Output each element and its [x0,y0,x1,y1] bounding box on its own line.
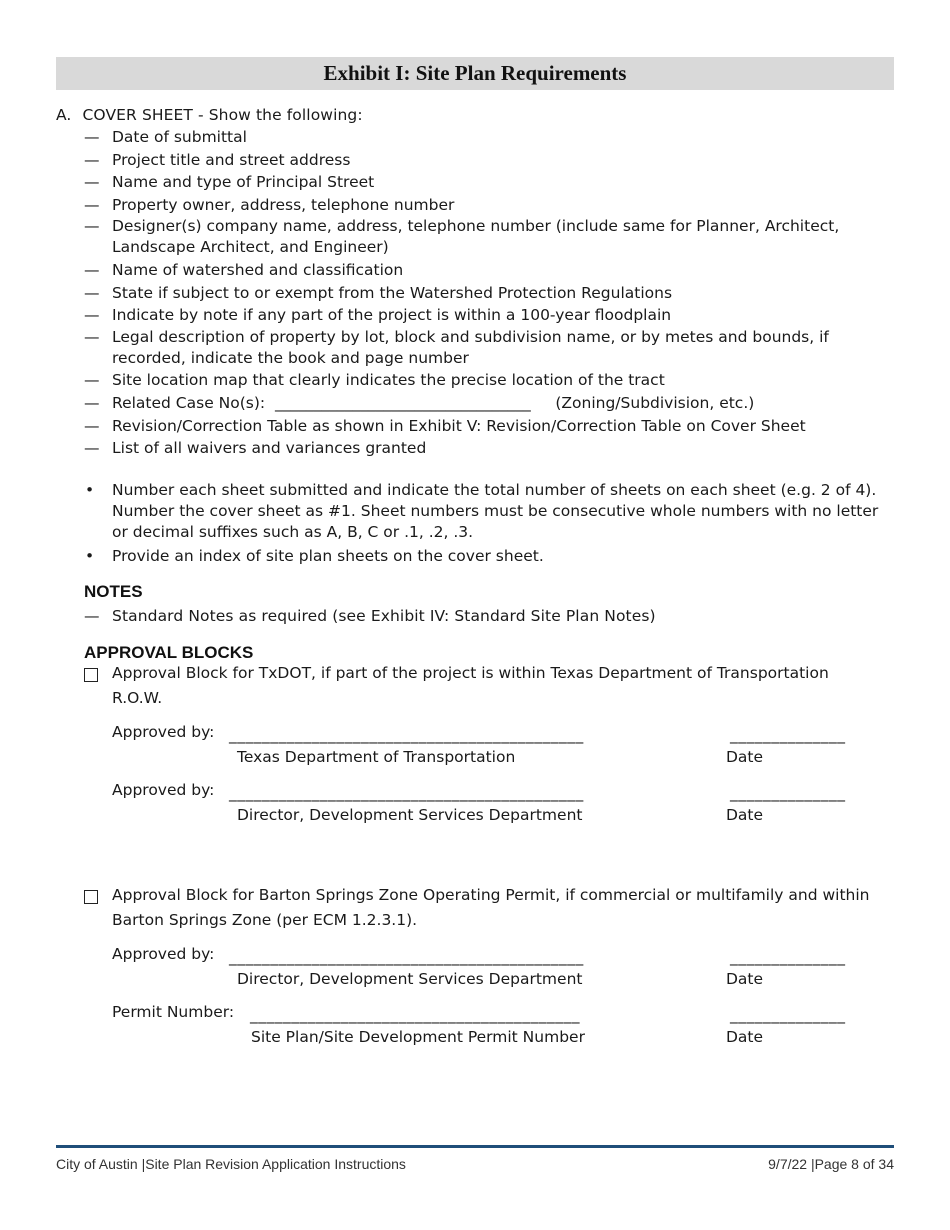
notes-item [84,605,894,627]
date-line[interactable]: ______________ [730,726,846,744]
date-caption: Date [726,748,764,766]
permit-number-caption: Site Plan/Site Development Permit Number [251,1028,585,1046]
list-item [84,194,894,216]
list-item-text: State if subject to or exempt from the Watershed Protection Regulations [112,283,673,302]
approval-heading: APPROVAL BLOCKS [84,643,254,662]
bullet-text: Provide an index of site plan sheets on the cover sheet. [112,547,544,565]
signature-caption: Director, Development Services Department [237,970,583,988]
dash-marker: — [84,327,100,346]
list-item [84,437,894,459]
list-item-text: Designer(s) company name, address, telephone number (include same for Planner, Architect, Landscape Architect, and Engineer) [112,217,840,257]
approved-by-label: Approved by: [112,781,215,799]
approved-by-label: Approved by: [112,945,215,963]
footer-page-number: 9/7/22 |Page 8 of 34 [768,1156,894,1172]
sheet-bullet-list [84,480,892,570]
dash-marker: — [84,306,100,325]
list-item-text: List of all waivers and variances granted [112,439,427,458]
dash-marker: — [84,173,100,192]
bullet-marker: • [85,547,95,565]
list-item [84,369,894,391]
date-line[interactable]: ______________ [730,948,846,966]
dash-marker: — [84,217,100,236]
dash-marker: — [84,371,100,390]
dash-marker: — [84,260,100,279]
section-a-label: A. [56,106,72,124]
footer-rule [56,1145,894,1148]
list-item [84,415,894,437]
dash-marker: — [84,416,100,435]
list-item-text: Project title and street address [112,150,351,169]
signature-line[interactable]: ___________________________________________ [229,948,584,966]
signature-caption: Director, Development Services Department [237,806,583,824]
signature-line[interactable]: ___________________________________________ [229,784,584,802]
list-item [84,282,894,304]
list-item [84,392,894,414]
section-a-title: COVER SHEET - Show the following: [82,106,363,124]
date-caption: Date [726,970,764,988]
list-item-text: Date of submittal [112,128,247,146]
cover-sheet-list [84,126,894,460]
page-title: Exhibit I: Site Plan Requirements [323,61,627,85]
notes-item-text: Standard Notes as required (see Exhibit IV: Standard Site Plan Notes) [112,607,656,625]
permit-number-line[interactable]: ________________________________________ [250,1006,580,1024]
list-item-text: Revision/Correction Table as shown in Exhibit V: Revision/Correction Table on Cover Sheet [112,416,806,435]
list-item-text: Name and type of Principal Street [112,173,375,192]
bullet-item [84,480,892,543]
date-caption: Date [726,1028,764,1046]
footer-left: City of Austin |Site Plan Revision Application Instructions [56,1156,406,1172]
list-item [84,304,894,326]
list-item [84,327,894,369]
dash-marker: — [84,128,100,146]
barton-springs-checkbox[interactable] [84,890,98,904]
list-item-text: Name of watershed and classification [112,260,404,279]
list-item [84,216,894,258]
list-item [84,126,894,148]
list-item-text: Legal description of property by lot, block and subdivision name, or by metes and bounds, if recorded, indicate the book and page number [112,327,829,367]
notes-heading: NOTES [84,582,143,601]
date-line[interactable]: ______________ [730,784,846,802]
list-item [84,149,894,171]
dash-marker: — [84,439,100,458]
bullet-item [84,546,892,567]
barton-springs-block-text: Approval Block for Barton Springs Zone Operating Permit, if commercial or multifamily and within Barton Springs Zone (per ECM 1.2.3.1). [112,886,870,929]
list-item [84,259,894,281]
approved-by-label: Approved by: [112,723,215,741]
date-line[interactable]: ______________ [730,1006,846,1024]
list-item-text: Site location map that clearly indicates the precise location of the tract [112,371,665,390]
txdot-checkbox[interactable] [84,668,98,682]
dash-marker: — [84,195,100,214]
dash-marker: — [84,607,100,625]
permit-number-label: Permit Number: [112,1003,235,1021]
txdot-block-text: Approval Block for TxDOT, if part of the project is within Texas Department of Transportation R.O.W. [112,664,829,707]
dash-marker: — [84,283,100,302]
signature-line[interactable]: ___________________________________________ [229,726,584,744]
signature-caption: Texas Department of Transportation [237,748,516,766]
bullet-text: Number each sheet submitted and indicate the total number of sheets on each sheet (e.g. 2 of 4). Number the cover sheet as #1. Sheet numbers must be consecutive whole numbers with no letter or decimal suffixes such as A, B, C or .1, .2, .3. [112,481,879,541]
dash-marker: — [84,393,100,412]
date-caption: Date [726,806,764,824]
bullet-marker: • [85,481,95,499]
title-bar [56,57,894,90]
list-item-text: Property owner, address, telephone number [112,195,455,214]
list-item-text: Related Case No(s): _________________________________ (Zoning/Subdivision, etc.) [112,393,755,412]
section-a-heading [56,104,363,126]
dash-marker: — [84,150,100,169]
list-item [84,171,894,193]
list-item-text: Indicate by note if any part of the project is within a 100-year floodplain [112,306,672,325]
